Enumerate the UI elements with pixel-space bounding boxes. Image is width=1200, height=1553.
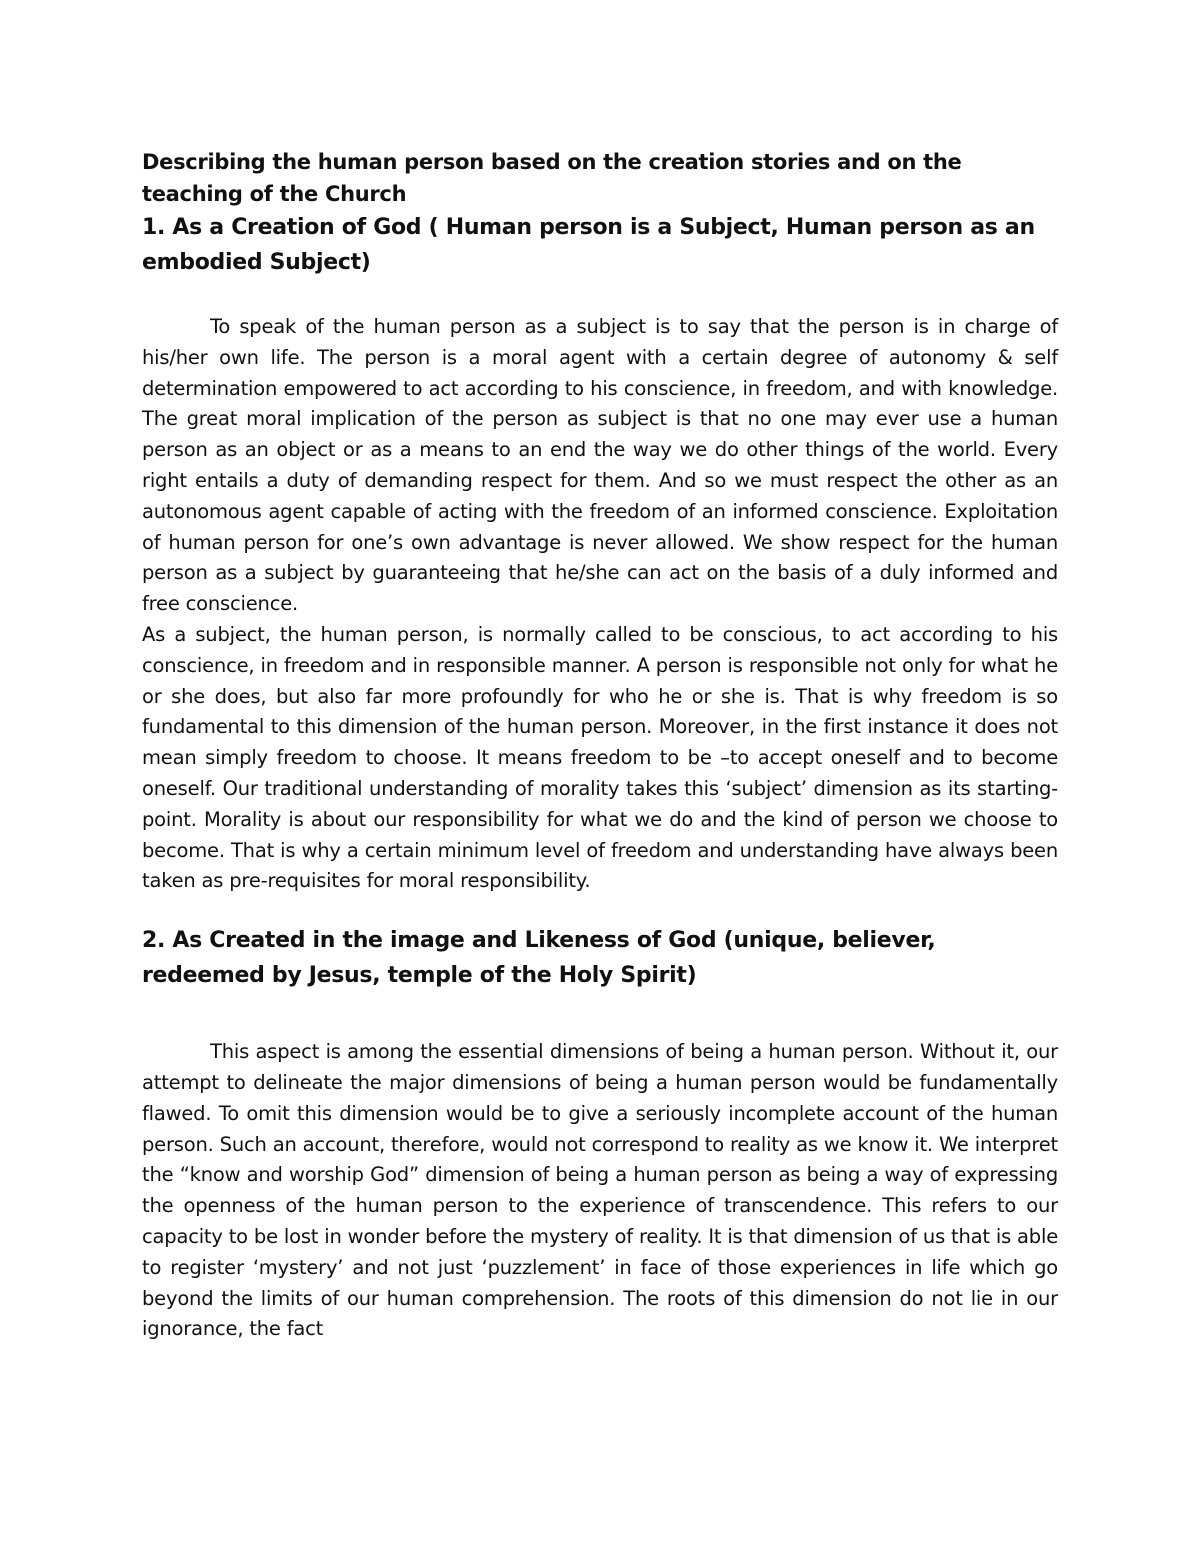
spacer [142,993,1058,1037]
document-title: Describing the human person based on the creation stories and on the teaching of the Church [142,150,962,206]
section-1-paragraph-1: To speak of the human person as a subject is to say that the person is in charge of his/her own life. The person is a moral agent with a certain degree of autonomy & self determination empowered to act according to his conscience, in freedom, and with knowledge. The great moral implication of the person as subject is that no one may ever use a human person as an object or as a means to an end the way we do other things of the world. Every right entails a duty of demanding respect for them. And so we must respect the other as an autonomous agent capable of acting with the freedom of an informed conscience. Exploitation of human person for one’s own advantage is never allowed. We show respect for the human person as a subject by guaranteeing that he/she can act on the basis of a duly informed and free conscience. [142,315,1058,616]
section-1-heading: 1. As a Creation of God ( Human person is a Subject, Human person as an embodied Subject) [142,215,1035,275]
section-2-paragraph-1: This aspect is among the essential dimensions of being a human person. Without it, our attempt to delineate the major dimensions of being a human person would be fundamentally flawed. To omit this dimension would be to give a seriously incomplete account of the human person. Such an account, therefore, would not correspond to reality as we know it. We interpret the “know and worship God” dimension of being a human person as being a way of expressing the openness of the human person to the experience of transcendence. This refers to our capacity to be lost in wonder before the mystery of reality. It is that dimension of us that is able to register ‘mystery’ and not just ‘puzzlement’ in face of those experiences in life which go beyond the limits of our human comprehension. The roots of this dimension do not lie in our ignorance, the fact [142,1040,1058,1341]
section-1-paragraph-2: As a subject, the human person, is normally called to be conscious, to act according to his conscience, in freedom and in responsible manner. A person is responsible not only for what he or she does, but also far more profoundly for who he or she is. That is why freedom is so fundamental to this dimension of the human person. Moreover, in the first instance it does not mean simply freedom to choose. It means freedom to be –to accept oneself and to become oneself. Our traditional understanding of morality takes this ‘subject’ dimension as its starting-point. Morality is about our responsibility for what we do and the kind of person we choose to become. That is why a certain minimum level of freedom and understanding have always been taken as pre-requisites for moral responsibility. [142,622,1058,893]
spacer [142,280,1058,312]
document-page [142,146,1058,1345]
spacer [142,897,1058,923]
section-2-heading: 2. As Created in the image and Likeness of God (unique, believer, redeemed by Jesus, temple of the Holy Spirit) [142,928,936,989]
